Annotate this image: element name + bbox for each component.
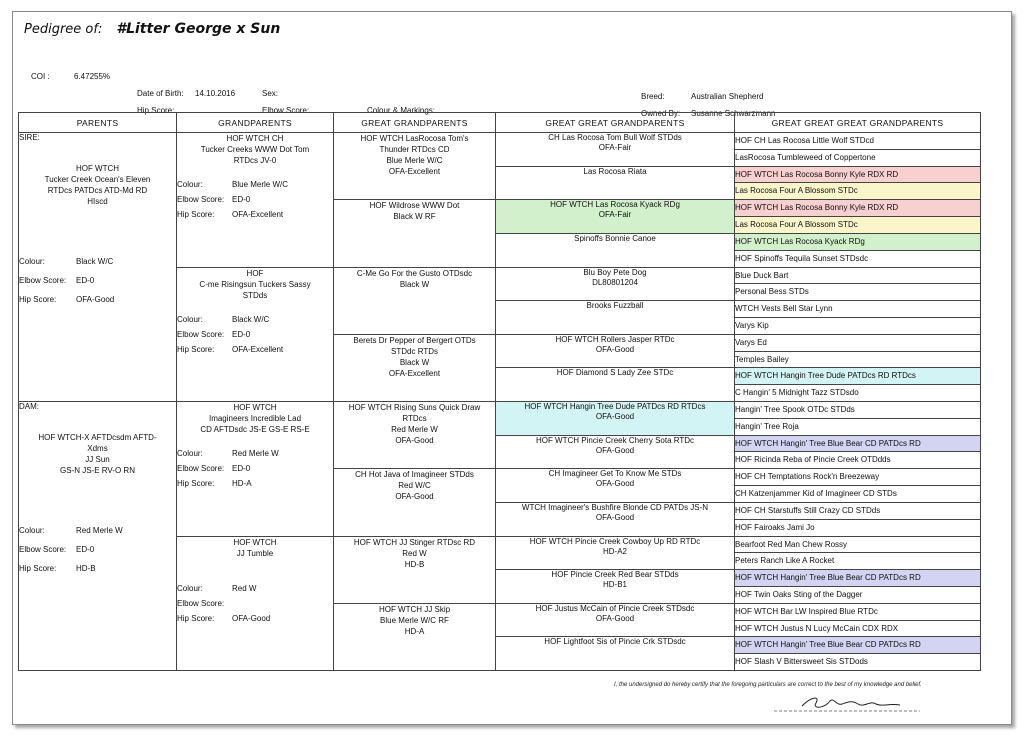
ggg-line: WTCH Imagineer's Bushfire Blonde CD PATDs JS-N [521,502,709,512]
col-header-great-grandparents: GREAT GRANDPARENTS [334,113,496,133]
colour-line [19,526,176,545]
ggg-grandparent-cell: HOF Twin Oaks Sting of the Dagger [735,586,981,603]
parent-role: SIRE: [19,133,40,142]
ggg-grandparent-cell: HOF Slash V Bittersweet Sis STDods [735,654,981,671]
detail-block [177,315,333,360]
elbow-label: Elbow Score: [262,106,310,115]
gg-grandparent-cell [496,267,735,301]
ggg-line: OFA-Good [595,412,635,421]
grandparent-cell [177,536,334,671]
ggp-line: OFA-Excellent [388,167,441,176]
hip-label: Hip Score: [137,106,175,115]
dob-value: 14.10.2016 [195,89,236,98]
breed-label: Breed: [641,92,665,101]
ggp-line: HOF WTCH JJ Skip [378,604,451,614]
hip-line [19,295,176,314]
colour-markings-label: Colour & Markings: [367,106,436,115]
ggg-grandparent-cell: Varys Kip [735,317,981,334]
dob-label: Date of Birth: [137,89,184,98]
gg-grandparent-cell [496,570,735,604]
ggp-line: OFA-Excellent [388,368,441,378]
gg-grandparent-cell [496,166,735,200]
grandparent-name [177,268,333,301]
owned-by-value: Susanne Schwarzmann [691,109,776,118]
ggp-line: Red W [402,548,427,558]
ggg-line: OFA-Fair [598,143,632,152]
colour-value: Black W/C [232,314,270,324]
ggg-line: HOF Diamond S Lady Zee STDc [556,368,674,378]
gg-grandparent-cell [496,435,735,469]
hip-value: HD-A [232,479,252,488]
hip-line [177,479,333,494]
colour-value: Red Merle W [76,526,123,535]
colour-label: Colour: [19,526,45,535]
column-header-row [19,113,981,133]
ggg-grandparent-cell: Blue Duck Bart [735,267,981,284]
ggg-grandparent-cell: HOF WTCH Hangin' Tree Blue Bear CD PATDcs RD [735,570,981,587]
great-grandparent-cell [334,469,496,536]
ggg-line: OFA-Good [595,512,635,522]
ggg-line: Las Rocosa Riata [583,166,647,176]
ggg-grandparent-cell: HOF WTCH Hangin Tree Dude PATDcs RD RTDcs [735,368,981,385]
ggp-line: Berets Dr Pepper of Bergert OTDs [353,335,476,345]
ggp-line: Blue Merle W/C RF [380,615,449,625]
great-grandparent-cell [334,133,496,200]
great-grandparent-cell [334,402,496,469]
colour-label: Colour: [19,257,45,266]
grandparent-name-line: HOF WTCH [233,403,277,412]
elbow-line [19,545,176,564]
ggg-line: HOF WTCH Pincie Creek Cowboy Up RD RTDc [529,536,701,546]
parent-name [19,163,176,207]
ggp-line: RTDcs [402,414,427,423]
colour-line [177,449,333,464]
detail-block [177,180,333,225]
ggg-grandparent-cell: HOF Spinoffs Tequila Sunset STDsdc [735,250,981,267]
gg-grandparent-cell [496,536,735,570]
ggg-line: CH Imagineer Get To Know Me STDs [548,469,682,479]
hip-value: HD-B [76,564,96,573]
ggp-line: Thunder RTDcs CD [379,145,450,154]
col-header-grandparents: GRANDPARENTS [177,113,334,133]
hip-value: OFA-Good [76,295,115,304]
detail-block [177,584,333,629]
title-label: Pedigree of: [24,22,103,37]
parent-name-line: Xdms [87,444,108,453]
ggp-line: OFA-Good [395,436,434,445]
elbow-label: Elbow Score: [19,545,67,554]
ggg-line: OFA-Good [595,344,635,354]
grandparent-name-line: C-me Risingsun Tuckers Sassy [199,279,311,289]
ggg-grandparent-cell: Peters Ranch Like A Rocket [735,553,981,570]
elbow-line [177,330,333,345]
ggp-line: HOF Wildrose WWW Dot [369,201,460,211]
gg-grandparent-cell [496,200,735,234]
grandparent-cell [177,267,334,402]
ggp-line: CH Hot Java of Imagineer STDds [355,470,474,480]
hip-value: OFA-Excellent [232,210,284,219]
colour-label: Colour: [177,180,203,189]
colour-label: Colour: [177,449,203,458]
certification-text: I, the undersigned do hereby certify that the foregoing particulars are correct to the best of my knowledge and belief. [614,682,922,688]
grandparent-name-line: JJ Tumble [236,548,274,558]
colour-line [177,180,333,195]
great-grandparent-cell [334,200,496,267]
grandparent-name [177,537,333,559]
ggp-line: Red Merle W [391,425,438,434]
hip-value: OFA-Excellent [232,344,284,354]
elbow-label: Elbow Score: [177,195,225,204]
signature [772,692,922,716]
ggg-line: OFA-Good [595,445,635,455]
ggg-line: DL80801204 [592,277,638,287]
grandparent-name-line: HOF WTCH [233,537,277,547]
colour-label: Colour: [177,314,203,324]
gg-grandparent-cell [496,301,735,335]
gg-grandparent-cell [496,603,735,637]
hip-line [19,564,176,583]
hip-label: Hip Score: [177,210,215,219]
elbow-line [19,276,176,295]
colour-label: Colour: [177,583,203,593]
ggg-line: HOF Lightfoot Sis of Pincie Crk STDsdc [544,637,686,647]
ggp-line: HOF WTCH Rising Suns Quick Draw [348,403,481,412]
detail-block [19,526,176,583]
gg-grandparent-cell [496,334,735,368]
hip-label: Hip Score: [177,344,215,354]
pedigree-row [19,133,981,150]
elbow-value: ED-0 [76,545,95,554]
colour-value: Blue Merle W/C [232,180,289,189]
ggg-grandparent-cell: HOF WTCH Hangin' Tree Blue Bear CD PATDcs RD [735,435,981,452]
ggp-line: C-Me Go For the Gusto OTDsdc [356,268,473,278]
ggg-line: HOF WTCH Las Rocosa Kyack RDg [550,200,680,210]
ggg-line: HOF WTCH Hangin Tree Dude PATDcs RD RTDcs [524,402,706,411]
ggg-line: HD-A2 [602,546,627,556]
ggg-grandparent-cell: CH Katzenjammer Kid of Imagineer CD STDs [735,486,981,503]
parent-name-line: JJ Sun [85,455,110,464]
colour-value: Red W [232,583,257,593]
ggg-grandparent-cell: Personal Bess STDs [735,284,981,301]
col-header-parents: PARENTS [19,113,177,133]
elbow-line [177,195,333,210]
grandparent-name [177,402,333,435]
elbow-value: ED-0 [76,276,95,285]
hip-line [177,614,333,629]
gg-grandparent-cell [496,233,735,267]
ggg-line: HOF WTCH Rollers Jasper RTDc [555,334,675,344]
litter-name: #Litter George x Sun [116,21,281,37]
ggg-line: HOF WTCH Pincie Creek Cherry Sota RTDc [535,435,695,445]
ggg-grandparent-cell: HOF CH Temptations Rock'n Breezeway [735,469,981,486]
ggg-grandparent-cell: WTCH Vests Bell Star Lynn [735,301,981,318]
parent-role: DAM: [19,402,39,411]
grandparent-cell [177,133,334,268]
ggg-grandparent-cell: HOF WTCH Las Rocosa Kyack RDg [735,233,981,250]
col-header-ggg-grandparents: GREAT GREAT GREAT GRANDPARENTS [735,113,981,133]
grandparent-name-line: CD AFTDsdc JS-E GS-E RS-E [200,425,310,434]
ggp-line: Black W [399,279,430,289]
gg-grandparent-cell [496,502,735,536]
ggg-grandparent-cell: Hangin' Tree Spook OTDc STDds [735,402,981,419]
ggg-line: OFA-Good [595,479,635,489]
ggp-line: Red W/C [398,481,431,491]
grandparent-name [177,133,333,166]
ggg-line: OFA-Good [595,613,635,623]
parent-name-line: GS-N JS-E RV-O RN [60,466,135,475]
elbow-label: Elbow Score: [19,276,67,285]
hip-label: Hip Score: [177,479,215,488]
ggg-grandparent-cell: HOF WTCH Las Rocosa Bonny Kyle RDX RD [735,166,981,183]
colour-value: Red Merle W [232,449,279,458]
ggg-line: Blu Boy Pete Dog [583,267,647,277]
elbow-line [177,599,333,614]
hip-label: Hip Score: [177,613,215,623]
great-grandparent-cell [334,536,496,603]
ggg-line: HD-B1 [602,580,627,590]
gg-grandparent-cell [496,133,735,167]
ggg-line: Brooks Fuzzball [586,301,644,311]
pedigree-table [18,112,981,671]
ggg-grandparent-cell: Temples Bailey [735,351,981,368]
sire-cell [19,133,177,402]
ggg-grandparent-cell: HOF CH Las Rocosa Little Wolf STDcd [735,133,981,150]
elbow-value: ED-0 [232,464,251,473]
parent-name-line: Tucker Creek Ocean's Eleven [44,175,151,184]
ggg-grandparent-cell: Bearfoot Red Man Chew Rossy [735,536,981,553]
ggg-grandparent-cell: Varys Ed [735,334,981,351]
ggg-grandparent-cell: HOF CH Starstuffs Still Crazy CD STDds [735,502,981,519]
ggg-grandparent-cell: Hangin' Tree Roja [735,418,981,435]
grandparent-name-line: HOF [246,268,264,278]
ggp-line: HOF WTCH JJ Stinger RTDsc RD [353,537,476,547]
ggg-line: HOF Justus McCain of Pincie Creek STDsdc [535,603,695,613]
parent-name-line: HOF WTCH [75,164,120,173]
ggg-grandparent-cell: LasRocosa Tumbleweed of Coppertone [735,149,981,166]
ggg-line: Spinoffs Bonnie Canoe [574,233,656,243]
hip-value: OFA-Good [232,613,271,623]
elbow-line [177,464,333,479]
ggg-grandparent-cell: HOF WTCH Justus N Lucy McCain CDX RDX [735,620,981,637]
colour-line [177,315,333,330]
ggg-grandparent-cell: Las Rocosa Four A Blossom STDc [735,217,981,234]
ggg-line: OFA-Fair [598,210,632,220]
elbow-value: ED-0 [232,195,251,204]
grandparent-name-line: STDds [242,290,268,300]
grandparent-name-line: HOF WTCH CH [226,134,284,143]
owned-by-label: Owned By: [641,109,681,118]
elbow-label: Elbow Score: [177,598,225,608]
parent-name-line: HIscd [87,197,108,206]
ggg-grandparent-cell: HOF WTCH Las Rocosa Bonny Kyle RDX RD [735,200,981,217]
gg-grandparent-cell [496,469,735,503]
gg-grandparent-cell [496,402,735,436]
great-grandparent-cell [334,267,496,334]
colour-line [177,584,333,599]
pedigree-row [19,402,981,419]
ggg-grandparent-cell: Las Rocosa Four A Blossom STDc [735,183,981,200]
hip-line [177,345,333,360]
great-grandparent-cell [334,603,496,670]
grandparent-name-line: Tucker Creeks WWW Dot Tom [200,145,310,154]
ggg-line: HOF Pincie Creek Red Bear STDds [551,570,679,580]
ggp-line: Black W [399,357,430,367]
parent-name-line: HOF WTCH-X AFTDcsdm AFTD- [38,433,157,442]
colour-line [19,257,176,276]
ggp-line: HD-B [404,559,425,569]
detail-block [19,257,176,314]
grandparent-name-line: RTDcs JV-0 [233,156,277,165]
ggg-grandparent-cell: HOF Fairoaks Jami Jo [735,519,981,536]
grandparent-cell [177,402,334,537]
ggp-line: STDdc RTDs [391,346,438,356]
ggg-grandparent-cell: HOF Ricinda Reba of Pincie Creek OTDdds [735,452,981,469]
ggg-grandparent-cell: C Hangin' 5 Midnight Tazz STDsdo [735,385,981,402]
parent-name-line: RTDcs PATDcs ATD-Md RD [47,186,148,195]
gg-grandparent-cell [496,637,735,671]
elbow-value: ED-0 [232,329,251,339]
ggp-line: OFA-Good [395,492,434,502]
colour-value: Black W/C [76,257,114,266]
hip-line [177,210,333,225]
elbow-label: Elbow Score: [177,329,225,339]
breed-value: Australian Shepherd [691,92,764,101]
coi-label: COI : [31,72,50,81]
ggp-line: HOF WTCH LasRocosa Tom's [360,134,469,143]
hip-label: Hip Score: [19,295,57,304]
hip-label: Hip Score: [19,564,57,573]
parent-name [19,432,176,476]
dam-cell [19,402,177,671]
detail-block [177,449,333,494]
sex-label: Sex: [262,89,279,98]
ggp-line: Black W RF [393,212,436,222]
ggg-line: CH Las Rocosa Tom Bull Wolf STDds [548,133,682,142]
col-header-great-great-grandparents: GREAT GREAT GRANDPARENTS [496,113,735,133]
ggp-line: HD-A [404,626,425,636]
grandparent-name-line: Imagineers Incredible Lad [208,414,302,423]
elbow-label: Elbow Score: [177,464,225,473]
gg-grandparent-cell [496,368,735,402]
page-title [24,21,280,37]
great-grandparent-cell [334,334,496,401]
ggg-grandparent-cell: HOF WTCH Hangin' Tree Blue Bear CD PATDcs RD [735,637,981,654]
ggg-grandparent-cell: HOF WTCH Bar LW Inspired Blue RTDc [735,603,981,620]
coi-value: 6.47255% [74,72,111,81]
ggp-line: Blue Merle W/C [386,156,443,165]
